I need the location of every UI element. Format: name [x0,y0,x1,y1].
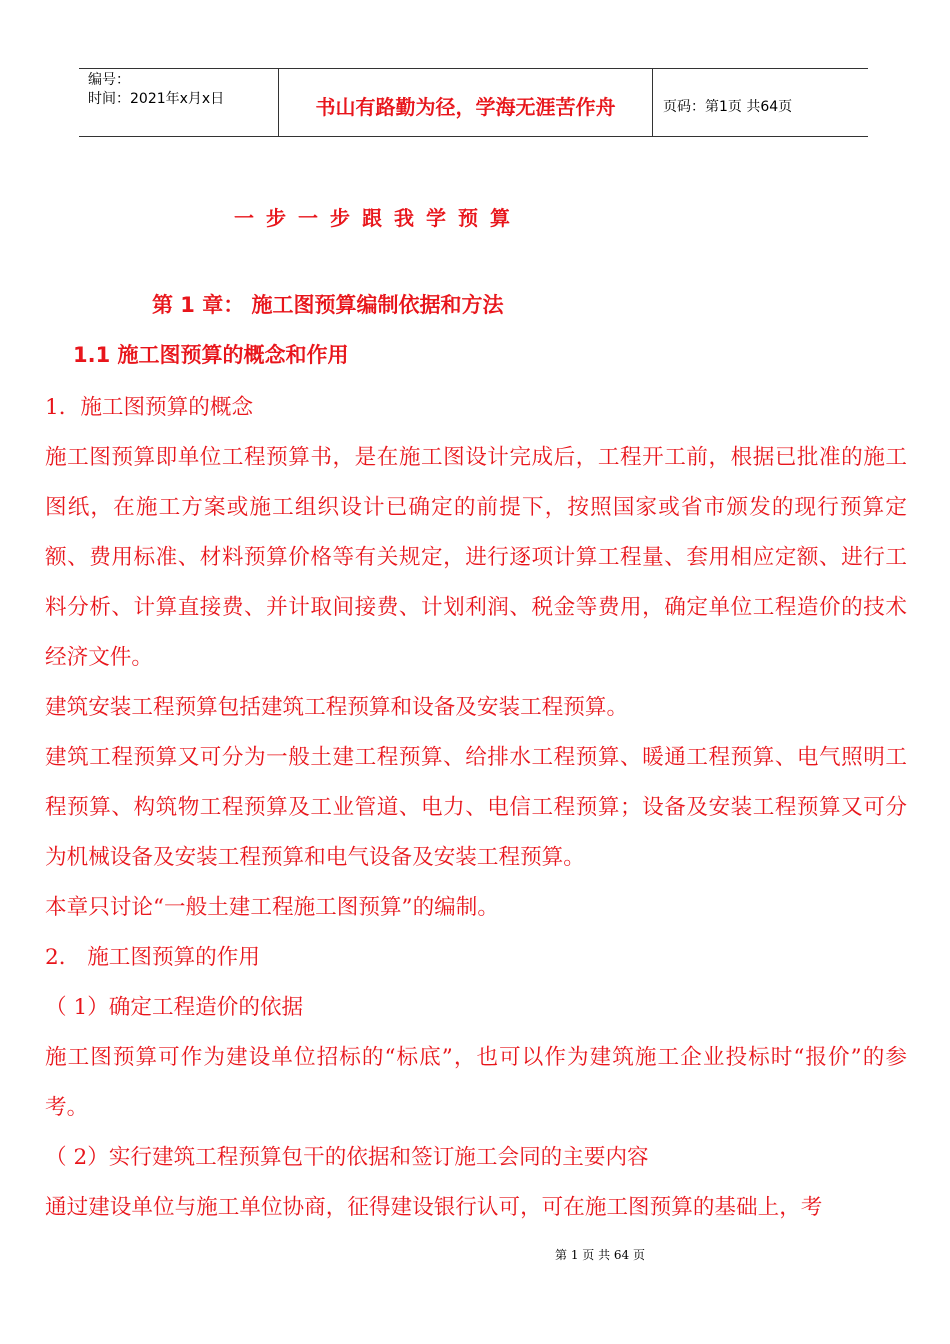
header-motto: 书山有路勤为径，学海无涯苦作舟 [279,69,653,136]
paragraph: 施工图预算可作为建设单位招标的“标底”，也可以作为建筑施工企业投标时“报价”的参考。 [45,1045,907,1120]
header-number-label: 编号： [88,72,130,88]
subheading-1: （ 1）确定工程造价的依据 [45,995,304,1020]
paragraph-heading-1: 1．施工图预算的概念 [45,395,254,420]
header-meta [79,69,279,136]
paragraph: 本章只讨论“一般土建工程施工图预算”的编制。 [45,895,499,920]
section-heading: 1.1 施工图预算的概念和作用 [73,343,349,367]
paragraph: 通过建设单位与施工单位协商，征得建设银行认可，可在施工图预算的基础上，考 [45,1195,823,1220]
header-date-label: 时间：2021年x月x日 [88,91,225,107]
header-table [79,68,868,137]
chapter-heading: 第 1 章： 施工图预算编制依据和方法 [152,293,504,317]
paragraph-heading-2: 2． 施工图预算的作用 [45,945,260,970]
paragraph: 建筑安装工程预算包括建筑工程预算和设备及安装工程预算。 [45,695,629,720]
page-footer [0,1246,950,1263]
subheading-2: （ 2）实行建筑工程预算包干的依据和签订施工会同的主要内容 [45,1145,649,1170]
footer-page-number: 第 1 页 共 64 页 [555,1248,645,1262]
document-title: 一步一步跟我学预算 [234,206,522,230]
paragraph: 建筑工程预算又可分为一般土建工程预算、给排水工程预算、暖通工程预算、电气照明工程预算、构筑物工程预算及工业管道、电力、电信工程预算；设备及安装工程预算又可分为机械设备及安装工程预算和电气设备及安装工程预算。 [45,745,907,870]
header-page-info: 页码：第1页 共64页 [663,98,793,115]
body-text [45,383,907,1233]
paragraph: 施工图预算即单位工程预算书，是在施工图设计完成后，工程开工前，根据已批准的施工图纸，在施工方案或施工组织设计已确定的前提下，按照国家或省市颁发的现行预算定额、费用标准、材料预算价格等有关规定，进行逐项计算工程量、套用相应定额、进行工料分析、计算直接费、并计取间接费、计划利润、税金等费用，确定单位工程造价的技术经济文件。 [45,445,907,670]
